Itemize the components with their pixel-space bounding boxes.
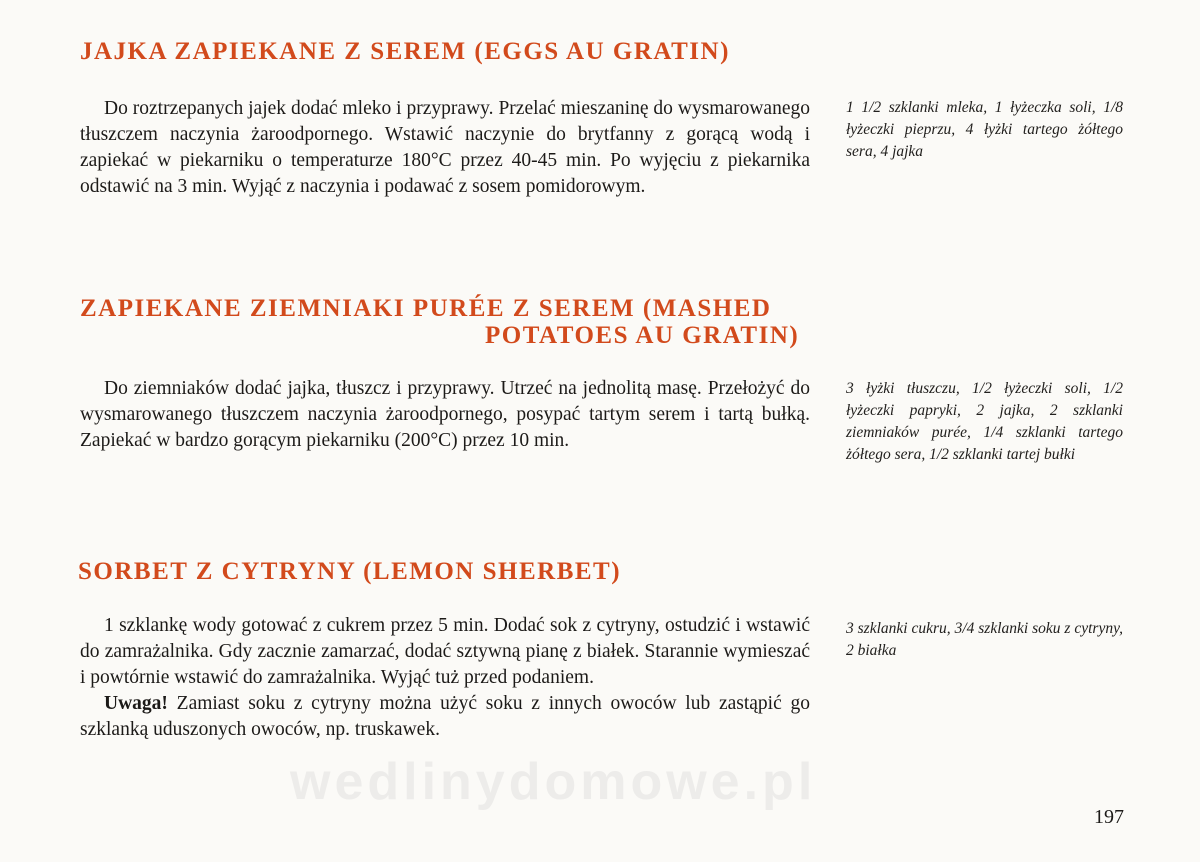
recipe-title-mashed-potatoes-line2: POTATOES AU GRATIN) [485, 322, 800, 349]
recipe-title-eggs-au-gratin: JAJKA ZAPIEKANE Z SEREM (EGGS AU GRATIN) [80, 38, 730, 65]
note-text: Zamiast soku z cytryny można użyć soku z innych owoców lub zastąpić go szklanką uduszonych owoców, np. truskawek. [80, 693, 810, 740]
ingredients-eggs-au-gratin: 1 1/2 szklanki mleka, 1 łyżeczka soli, 1/8 łyżeczki pieprzu, 4 łyżki tartego żółtego sera, 4 jajka [846, 99, 1123, 160]
recipe-instructions: Do ziemniaków dodać jajka, tłuszcz i przyprawy. Utrzeć na jednolitą masę. Przełożyć do wysmarowanego tłuszczem naczynia żaroodpornego, posypać tartym serem i tartą bułką. Zapiekać w bardzo gorącym piekarniku (200°C) przez 10 min. [80, 378, 810, 451]
recipe-instructions: Do roztrzepanych jajek dodać mleko i przyprawy. Przelać mieszaninę do wysmarowanego tłuszczem naczynia żaroodpornego. Wstawić naczynie do brytfanny z gorącą wodą i zapiekać w piekarniku o temperaturze 180°C przez 40-45 min. Po wyjęciu z piekarnika odstawić na 3 min. Wyjąć z naczynia i podawać z sosem pomidorowym. [80, 98, 810, 197]
watermark: wedlinydomowe.pl [290, 753, 817, 811]
recipe-title-mashed-potatoes-line1: ZAPIEKANE ZIEMNIAKI PURÉE Z SEREM (MASHED [80, 295, 772, 322]
ingredients-lemon-sherbet: 3 szklanki cukru, 3/4 szklanki soku z cytryny, 2 białka [846, 620, 1123, 659]
recipe-body-eggs-au-gratin [80, 96, 810, 200]
ingredients-mashed-potatoes: 3 łyżki tłuszczu, 1/2 łyżeczki soli, 1/2 łyżeczki papryki, 2 jajka, 2 szklanki ziemniaków purée, 1/4 szklanki tartego żółtego sera, 1/2 szklanki tartej bułki [846, 380, 1123, 463]
recipe-body-mashed-potatoes [80, 376, 810, 454]
page-number: 197 [1094, 806, 1124, 828]
recipe-instructions: 1 szklankę wody gotować z cukrem przez 5 min. Dodać sok z cytryny, ostudzić i wstawić do zamrażalnika. Gdy zacznie zamarzać, dodać sztywną pianę z białek. Starannie wymieszać i powtórnie wstawić do zamrażalnika. Wyjąć tuż przed podaniem. [80, 615, 810, 688]
note-label: Uwaga! [104, 693, 168, 714]
recipe-note [80, 691, 810, 743]
recipe-body-lemon-sherbet [80, 613, 810, 743]
recipe-title-lemon-sherbet: SORBET Z CYTRYNY (LEMON SHERBET) [78, 558, 622, 585]
